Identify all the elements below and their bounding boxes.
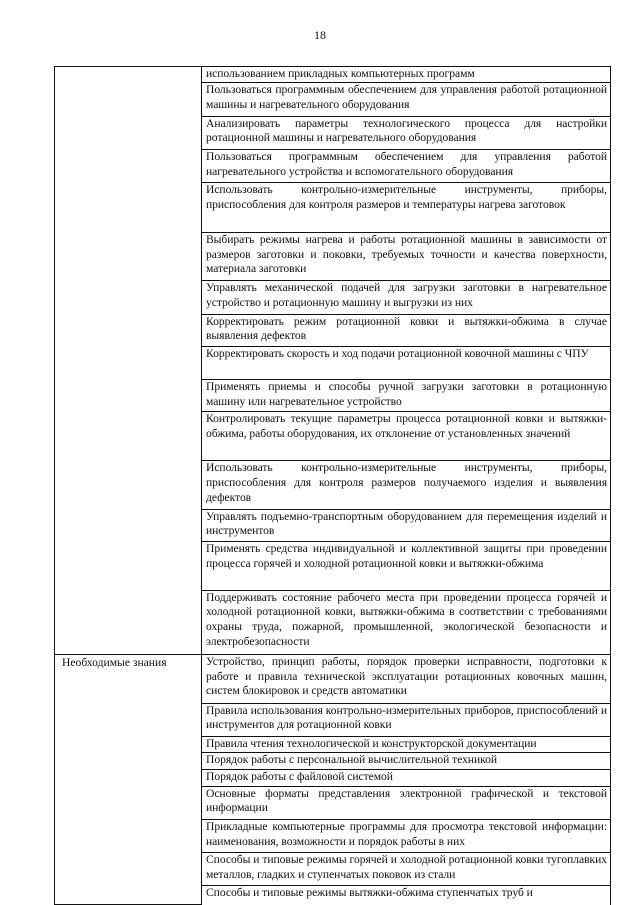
table-cell (202, 886, 611, 905)
table-cell (202, 753, 611, 770)
skill-item: Анализировать параметры технологического процесса для настройки ротационной машины и нагревательного оборудования (206, 116, 607, 145)
table-cell (202, 116, 611, 149)
table-cell (202, 852, 611, 885)
skill-item: использованием прикладных компьютерных программ (206, 67, 475, 80)
table-cell (202, 314, 611, 346)
skill-item: Использовать контрольно-измерительные инструменты, приборы, приспособления для контроля размеров и температуры нагрева заготовок (206, 182, 607, 211)
requirements-table (54, 66, 611, 905)
knowledge-item: Порядок работы с файловой системой (206, 770, 393, 783)
skill-item: Корректировать режим ротационной ковки и вытяжки-обжима в случае выявления дефектов (206, 314, 607, 343)
table-row (55, 654, 611, 703)
knowledge-item: Способы и типовые режимы горячей и холодной ротационной ковки тугоплавких металлов, гладких и ступенчатых поковок из стали (206, 852, 607, 881)
knowledge-item: Способы и типовые режимы вытяжки-обжима ступенчатых труб и (206, 886, 533, 900)
knowledge-item: Правила использования контрольно-измерительных приборов, приспособлений и инструментов для ротационной ковки (206, 703, 607, 732)
table-cell (202, 819, 611, 852)
table-cell (202, 67, 611, 83)
knowledge-item: Прикладные компьютерные программы для просмотра текстовой информации: наименования, возможности и порядок работы в них (206, 819, 607, 848)
table-cell (202, 703, 611, 736)
knowledge-item: Устройство, принцип работы, порядок проверки исправности, подготовки к работе и правила технической эксплуатации ротационных ковочных машин, систем блокировок и средств автоматики (206, 654, 607, 698)
skill-item: Пользоваться программным обеспечением для управления работой нагревательного устройства и вспомогательного оборудования (206, 149, 607, 178)
table-cell (202, 460, 611, 509)
skill-item: Применять приемы и способы ручной загрузки заготовки в ротационную машину или нагревательное устройство (206, 380, 607, 408)
table-cell (202, 654, 611, 703)
skills-label-cell (55, 67, 202, 655)
knowledge-label: Необходимые знания (62, 655, 167, 669)
knowledge-label-cell (55, 654, 202, 904)
table-cell (202, 509, 611, 541)
table-cell (202, 346, 611, 379)
skill-item: Поддерживать состояние рабочего места при проведении процесса горячей и холодной ротационной ковки, вытяжки-обжима в соответствии с требованиями охраны труда, пожарной, промышленной, экологической безопасности и электробезопасности (206, 590, 607, 648)
table-cell (202, 149, 611, 182)
table-cell (202, 786, 611, 819)
table-cell (202, 541, 611, 590)
table-cell (202, 380, 611, 412)
skill-item: Корректировать скорость и ход подачи ротационной ковочной машины с ЧПУ (206, 346, 589, 360)
table-cell (202, 182, 611, 232)
table-cell (202, 770, 611, 787)
skill-item: Применять средства индивидуальной и коллективной защиты при проведении процесса горячей и холодной ротационной ковки и вытяжки-обжима (206, 541, 607, 570)
table-cell (202, 83, 611, 116)
skill-item: Использовать контрольно-измерительные инструменты, приборы, приспособления для контроля размеров получаемого изделия и выявления дефектов (206, 460, 607, 504)
knowledge-item: Основные форматы представления электронной графической и текстовой информации (206, 786, 607, 815)
skill-item: Пользоваться программным обеспечением для управления работой ротационной машины и нагревательного оборудования (206, 83, 607, 112)
table-row (55, 67, 611, 83)
table-cell (202, 590, 611, 654)
table-cell (202, 281, 611, 314)
knowledge-item: Порядок работы с персональной вычислительной техникой (206, 753, 498, 767)
skill-item: Управлять подъемно-транспортным оборудованием для перемещения изделий и инструментов (206, 509, 607, 538)
table-cell (202, 232, 611, 281)
skill-item: Контролировать текущие параметры процесса ротационной ковки и вытяжки-обжима, работы оборудования, их отклонение от установленных значений (206, 412, 607, 440)
page-number: 18 (314, 28, 326, 42)
skill-item: Управлять механической подачей для загрузки заготовки в нагревательное устройство и ротационную машину и выгрузки из них (206, 281, 607, 310)
knowledge-item: Правила чтения технологической и конструкторской документации (206, 736, 537, 750)
table-cell (202, 736, 611, 753)
skill-item: Выбирать режимы нагрева и работы ротационной машины в зависимости от размеров заготовки и поковки, требуемых точности и качества поверхности, материала заготовки (206, 232, 607, 276)
table-cell (202, 412, 611, 461)
